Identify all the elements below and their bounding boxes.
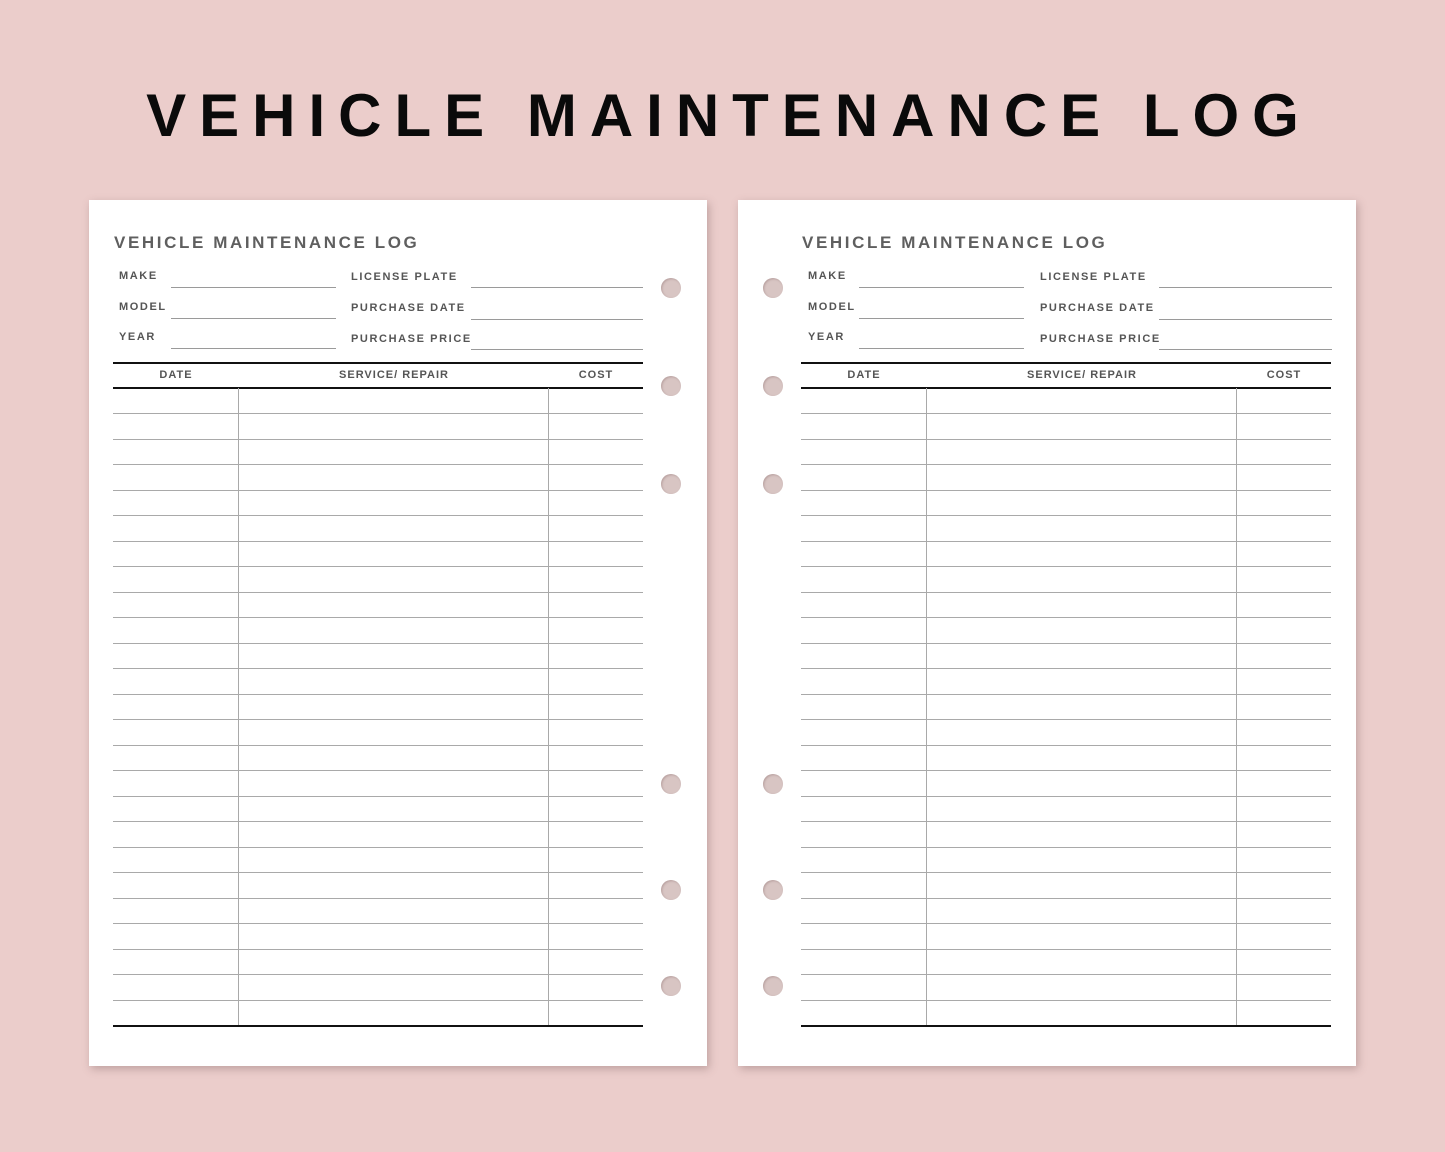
table-row-line <box>113 439 643 440</box>
table-bottom-rule <box>801 1025 1331 1027</box>
table-row-line <box>801 821 1331 822</box>
purchase-date-line <box>471 319 643 320</box>
table-row-line <box>113 719 643 720</box>
table-row-line <box>801 847 1331 848</box>
column-divider <box>926 388 927 1025</box>
table-top-rule <box>113 362 643 364</box>
table-row-line <box>801 439 1331 440</box>
table-row-line <box>801 923 1331 924</box>
table-row-line <box>801 464 1331 465</box>
purchase-price-label: PURCHASE PRICE <box>351 333 472 345</box>
table-row-line <box>801 592 1331 593</box>
table-top-rule <box>801 362 1331 364</box>
table-row-line <box>801 541 1331 542</box>
table-row-line <box>801 770 1331 771</box>
table-row-line <box>113 643 643 644</box>
table-row-line <box>801 719 1331 720</box>
table-row-line <box>113 617 643 618</box>
column-header-cost: COST <box>578 369 614 381</box>
table-row-line <box>801 796 1331 797</box>
table-row-line <box>801 974 1331 975</box>
table-row-line <box>801 566 1331 567</box>
table-row-line <box>113 821 643 822</box>
table-row-line <box>801 898 1331 899</box>
column-header-date: DATE <box>847 369 881 381</box>
table-row-line <box>113 592 643 593</box>
purchase-date-line <box>1159 319 1332 320</box>
make-line <box>859 287 1024 288</box>
table-row-line <box>113 515 643 516</box>
column-divider <box>1236 388 1237 1025</box>
log-table <box>801 362 1331 1027</box>
table-row-line <box>113 745 643 746</box>
binder-hole <box>763 880 783 900</box>
table-row-line <box>113 949 643 950</box>
license-plate-label: LICENSE PLATE <box>351 271 458 283</box>
table-row-line <box>801 413 1331 414</box>
make-line <box>171 287 336 288</box>
column-divider <box>238 388 239 1025</box>
table-bottom-rule <box>113 1025 643 1027</box>
column-header-service-repair: SERVICE/ REPAIR <box>1027 369 1137 381</box>
table-row-line <box>801 694 1331 695</box>
table-row-line <box>113 872 643 873</box>
table-row-line <box>113 974 643 975</box>
model-label: MODEL <box>119 301 167 313</box>
purchase-price-line <box>1159 349 1332 350</box>
binder-hole <box>763 474 783 494</box>
table-row-line <box>801 515 1331 516</box>
table-row-line <box>801 643 1331 644</box>
model-line <box>859 318 1024 319</box>
year-label: YEAR <box>808 331 845 343</box>
make-label: MAKE <box>119 270 158 282</box>
binder-hole <box>763 376 783 396</box>
column-divider <box>548 388 549 1025</box>
table-header-rule <box>801 387 1331 389</box>
year-line <box>859 348 1024 349</box>
column-header-service-repair: SERVICE/ REPAIR <box>339 369 449 381</box>
license-plate-line <box>471 287 643 288</box>
table-row-line <box>113 694 643 695</box>
table-row-line <box>113 770 643 771</box>
year-label: YEAR <box>119 331 156 343</box>
table-row-line <box>113 923 643 924</box>
purchase-date-label: PURCHASE DATE <box>351 302 466 314</box>
log-table <box>113 362 643 1027</box>
table-row-line <box>113 566 643 567</box>
license-plate-line <box>1159 287 1332 288</box>
table-row-line <box>113 668 643 669</box>
table-row-line <box>801 745 1331 746</box>
table-row-line <box>113 796 643 797</box>
table-row-line <box>113 1000 643 1001</box>
table-row-line <box>801 668 1331 669</box>
page-title: VEHICLE MAINTENANCE LOG <box>114 233 420 252</box>
table-row-line <box>801 1000 1331 1001</box>
binder-hole <box>661 474 681 494</box>
table-row-line <box>801 872 1331 873</box>
model-line <box>171 318 336 319</box>
year-line <box>171 348 336 349</box>
table-row-line <box>113 464 643 465</box>
binder-hole <box>661 774 681 794</box>
table-row-line <box>113 847 643 848</box>
purchase-price-line <box>471 349 643 350</box>
binder-hole <box>661 278 681 298</box>
table-header-rule <box>113 387 643 389</box>
purchase-price-label: PURCHASE PRICE <box>1040 333 1161 345</box>
table-row-line <box>801 949 1331 950</box>
table-row-line <box>113 898 643 899</box>
table-row-line <box>113 490 643 491</box>
binder-hole <box>763 976 783 996</box>
column-header-date: DATE <box>159 369 193 381</box>
table-row-line <box>113 413 643 414</box>
make-label: MAKE <box>808 270 847 282</box>
page-title: VEHICLE MAINTENANCE LOG <box>802 233 1108 252</box>
main-title: VEHICLE MAINTENANCE LOG <box>146 82 1312 149</box>
binder-hole <box>763 774 783 794</box>
column-header-cost: COST <box>1266 369 1302 381</box>
purchase-date-label: PURCHASE DATE <box>1040 302 1155 314</box>
table-row-line <box>113 541 643 542</box>
binder-hole <box>763 278 783 298</box>
planner-page-left <box>89 200 707 1066</box>
binder-hole <box>661 976 681 996</box>
table-row-line <box>801 490 1331 491</box>
model-label: MODEL <box>808 301 856 313</box>
license-plate-label: LICENSE PLATE <box>1040 271 1147 283</box>
binder-hole <box>661 376 681 396</box>
table-row-line <box>801 617 1331 618</box>
binder-hole <box>661 880 681 900</box>
planner-page-right <box>738 200 1356 1066</box>
